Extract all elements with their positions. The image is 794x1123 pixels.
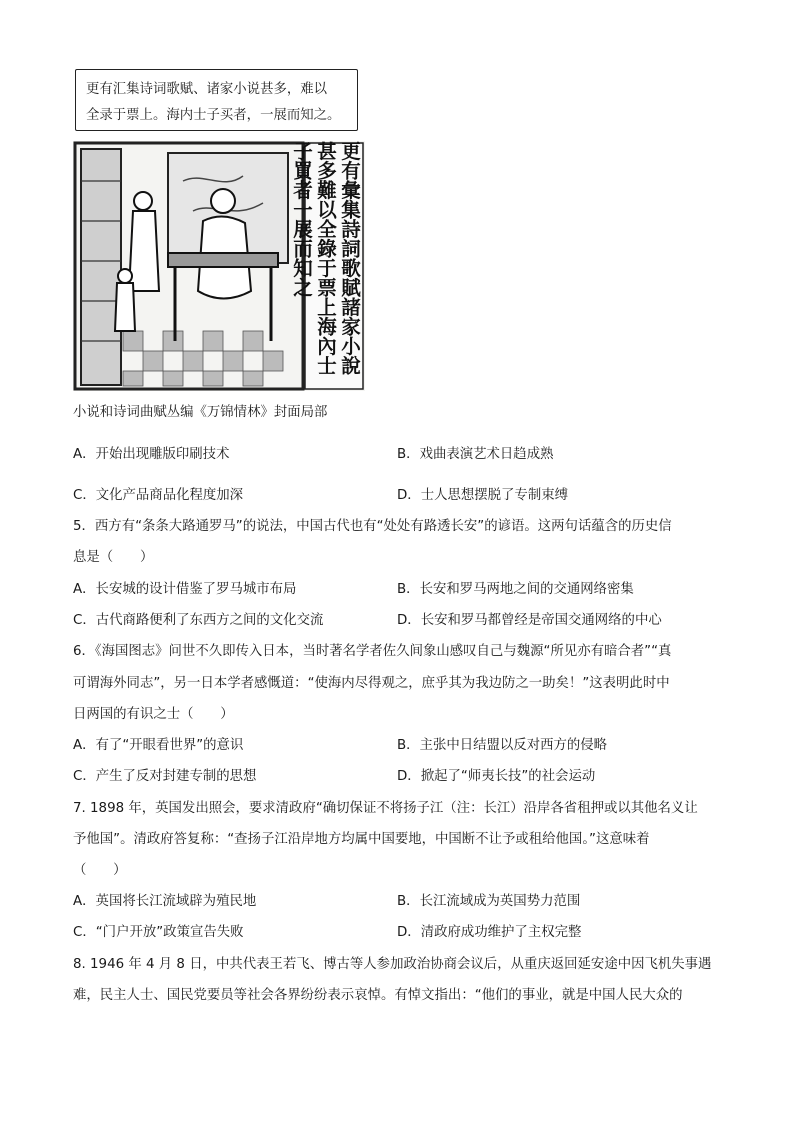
callout-line-2: 全录于票上。海内士子买者，一展而知之。	[86, 108, 341, 123]
q8-stem-line-1: 8. 1946 年 4 月 8 日，中共代表王若飞、博古等人参加政治协商会议后，从重庆返回延安途中因飞机失事遇	[73, 957, 712, 972]
callout-box	[75, 69, 358, 131]
q6-option-a: A．有了“开眼看世界”的意识	[73, 738, 244, 753]
q6-stem-line-2: 可谓海外同志”，另一日本学者感慨道：“使海内尽得观之，庶乎其为我边防之一助矣！”这表明此时中	[73, 676, 670, 691]
q5-stem-line-1: 5．西方有“条条大路通罗马”的说法，中国古代也有“处处有路透长安”的谚语。这两句话蕴含的历史信	[73, 519, 672, 534]
q7-stem-line-1: 7. 1898 年，英国发出照会，要求清政府“确切保证不将扬子江（注：长江）沿岸各省租押或以其他名义让	[73, 801, 698, 816]
q6-stem-line-1: 6．《海国图志》问世不久即传入日本，当时著名学者佐久间象山感叹自己与魏源“所见亦有暗合者”“真	[73, 644, 672, 659]
q5-stem-line-2: 息是（ ）	[73, 550, 154, 565]
q5-option-c: C．古代商路便利了东西方之间的文化交流	[73, 613, 324, 628]
q6-option-c: C．产生了反对封建专制的思想	[73, 769, 257, 784]
q7-option-b: B．长江流域成为英国势力范围	[397, 894, 581, 909]
q4-option-a: A．开始出现雕版印刷技术	[73, 447, 230, 462]
q7-option-c: C．“门户开放”政策宣告失败	[73, 925, 244, 940]
vertical-text-col-1: 更有彙集詩詞歌賦諸家小說	[338, 141, 361, 375]
vertical-text-col-2: 甚多難以全錄于票上海內士	[314, 141, 337, 375]
q4-option-b: B．戏曲表演艺术日趋成熟	[397, 447, 554, 462]
q8-stem-line-2: 难，民主人士、国民党要员等社会各界纷纷表示哀悼。有悼文指出：“他们的事业，就是中国人民大众的	[73, 988, 683, 1003]
q7-option-a: A．英国将长江流域辟为殖民地	[73, 894, 257, 909]
q7-stem-line-3: （ ）	[73, 863, 127, 878]
q5-option-a: A．长安城的设计借鉴了罗马城市布局	[73, 582, 297, 597]
q6-stem-line-3: 日两国的有识之士（ ）	[73, 707, 234, 722]
q4-option-c: C．文化产品商品化程度加深	[73, 488, 244, 503]
callout-line-1: 更有汇集诗词歌赋、诸家小说甚多，难以	[86, 82, 328, 97]
vertical-text-col-3: 子買者一展而知之	[290, 141, 313, 297]
q4-option-d: D．士人思想摆脱了专制束缚	[397, 488, 568, 503]
q7-option-d: D．清政府成功维护了主权完整	[397, 925, 582, 940]
figure-caption: 小说和诗词曲赋丛编《万锦情林》封面局部	[73, 405, 328, 420]
q7-stem-line-2: 予他国”。清政府答复称：“查扬子江沿岸地方均属中国要地，中国断不让予或租给他国。”这意味着	[73, 832, 650, 847]
q6-option-d: D．掀起了“师夷长技”的社会运动	[397, 769, 596, 784]
q5-option-d: D．长安和罗马都曾经是帝国交通网络的中心	[397, 613, 662, 628]
q6-option-b: B．主张中日结盟以反对西方的侵略	[397, 738, 608, 753]
q5-option-b: B．长安和罗马两地之间的交通网络密集	[397, 582, 634, 597]
